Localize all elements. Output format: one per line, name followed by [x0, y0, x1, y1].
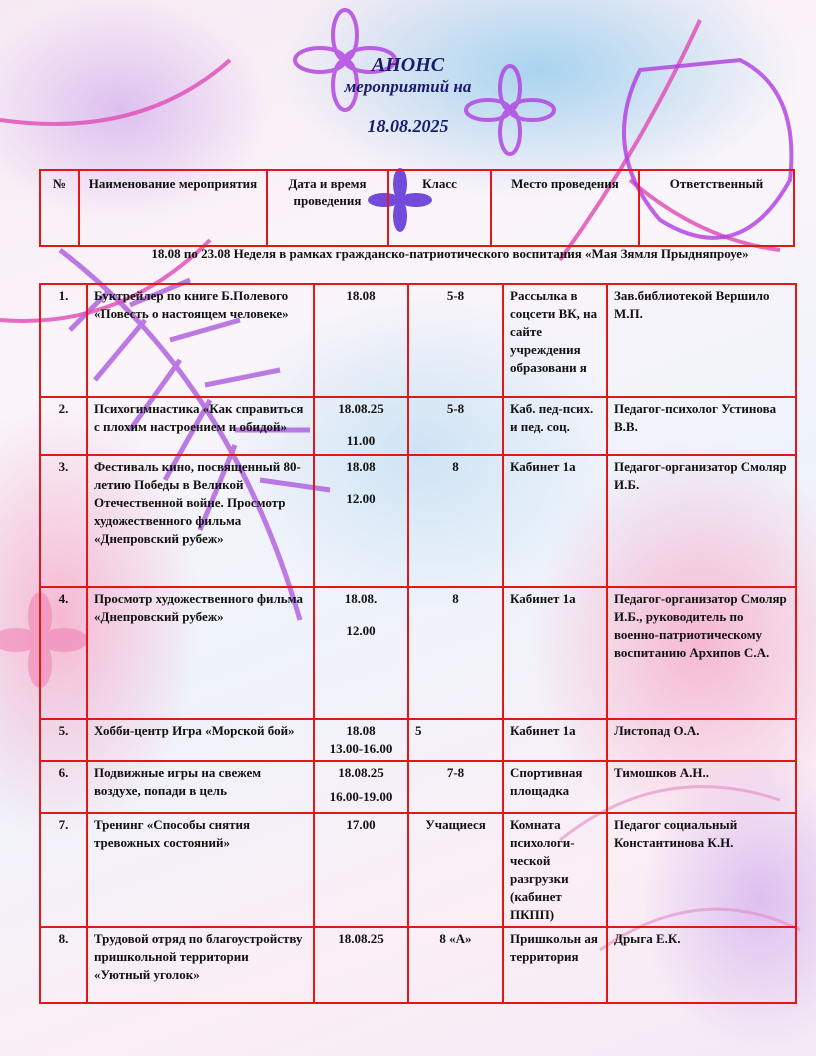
event-num: 5.: [40, 719, 87, 761]
event-name: Просмотр художественного фильма «Днепровский рубеж»: [87, 587, 314, 719]
events-table: [39, 283, 797, 1004]
table-row: [40, 455, 796, 587]
event-responsible: Зав.библиотекой Вершило М.П.: [607, 284, 796, 397]
title-announcement: АНОНС: [371, 54, 445, 76]
event-time: 16.00-19.00: [329, 789, 393, 804]
event-class: 7-8: [408, 761, 503, 813]
header-responsible: Ответственный: [639, 170, 794, 246]
event-place: Пришкольн ая территория: [503, 927, 607, 1003]
event-class: 8: [408, 587, 503, 719]
event-datetime: [314, 587, 408, 719]
event-place: Кабинет 1а: [503, 455, 607, 587]
event-place: Комната психологи-ческой разгрузки (кабинет ПКПП): [503, 813, 607, 927]
header-class: Класс: [388, 170, 491, 246]
table-row: [40, 587, 796, 719]
event-place: Спортивная площадка: [503, 761, 607, 813]
event-responsible: Педагог социальный Константинова К.Н.: [607, 813, 796, 927]
event-responsible: Дрыга Е.К.: [607, 927, 796, 1003]
event-class: 8 «А»: [408, 927, 503, 1003]
event-datetime: [314, 455, 408, 587]
event-time: 11.00: [346, 433, 376, 448]
event-place: Каб. пед-псих. и пед. соц.: [503, 397, 607, 455]
event-num: 4.: [40, 587, 87, 719]
table-row: [40, 927, 796, 1003]
title-date: 18.08.2025: [367, 116, 449, 136]
event-num: 2.: [40, 397, 87, 455]
event-class: 5-8: [408, 397, 503, 455]
event-name: Подвижные игры на свежем воздухе, попади в цель: [87, 761, 314, 813]
event-num: 1.: [40, 284, 87, 397]
event-datetime: [314, 397, 408, 455]
event-date: 18.08.: [344, 591, 378, 606]
event-class: 5: [408, 719, 503, 761]
event-time: 12.00: [346, 491, 376, 506]
table-row: [40, 761, 796, 813]
document-title: [0, 54, 816, 137]
event-datetime: [314, 719, 408, 761]
event-responsible: Педагог-организатор Смоляр И.Б., руководитель по военно-патриотическому воспитанию Архипов С.А.: [607, 587, 796, 719]
event-place: Кабинет 1а: [503, 719, 607, 761]
events-header-table: [39, 169, 795, 247]
event-name: Хобби-центр Игра «Морской бой»: [87, 719, 314, 761]
event-date: 18.08: [346, 288, 376, 303]
title-subtitle: мероприятий на: [344, 77, 472, 96]
header-datetime: Дата и время проведения: [267, 170, 388, 246]
event-time: 12.00: [346, 623, 376, 638]
event-name: Фестиваль кино, посвященный 80-летию Победы в Великой Отечественной войне. Просмотр художественного фильма «Днепровский рубеж»: [87, 455, 314, 587]
event-datetime: [314, 761, 408, 813]
header-place: Место проведения: [491, 170, 639, 246]
event-responsible: Листопад О.А.: [607, 719, 796, 761]
event-class: 8: [408, 455, 503, 587]
event-num: 3.: [40, 455, 87, 587]
event-datetime: [314, 284, 408, 397]
table-row: [40, 813, 796, 927]
section-note: 18.08 по 23.08 Неделя в рамках гражданско-патриотического воспитания «Мая Зямля Прыдняпроуе»: [151, 246, 749, 261]
event-date: 18.08.25: [338, 931, 384, 946]
event-place: Кабинет 1а: [503, 587, 607, 719]
event-name: Тренинг «Способы снятия тревожных состояний»: [87, 813, 314, 927]
header-num: №: [40, 170, 79, 246]
event-name: Психогимнастика «Как справиться с плохим настроением и обидой»: [87, 397, 314, 455]
event-datetime: [314, 813, 408, 927]
event-datetime: [314, 927, 408, 1003]
event-date: 18.08.25: [338, 401, 384, 416]
header-name: Наименование мероприятия: [79, 170, 267, 246]
event-date: 18.08.25: [338, 765, 384, 780]
event-date: 17.00: [346, 817, 376, 832]
table-row: [40, 284, 796, 397]
event-name: Буктрейлер по книге Б.Полевого «Повесть о настоящем человеке»: [87, 284, 314, 397]
table-header-row: [40, 170, 794, 246]
table-row: [40, 397, 796, 455]
event-num: 6.: [40, 761, 87, 813]
event-num: 7.: [40, 813, 87, 927]
event-time: 13.00-16.00: [329, 741, 393, 756]
event-class: Учащиеся: [408, 813, 503, 927]
event-name: Трудовой отряд по благоустройству пришкольной территории «Уютный уголок»: [87, 927, 314, 1003]
event-place: Рассылка в соцсети ВК, на сайте учреждения образовани я: [503, 284, 607, 397]
table-row: [40, 719, 796, 761]
event-date: 18.08: [346, 459, 376, 474]
event-responsible: Педагог-организатор Смоляр И.Б.: [607, 455, 796, 587]
event-responsible: Педагог-психолог Устинова В.В.: [607, 397, 796, 455]
event-class: 5-8: [408, 284, 503, 397]
event-num: 8.: [40, 927, 87, 1003]
event-date: 18.08: [346, 723, 376, 738]
event-responsible: Тимошков А.Н..: [607, 761, 796, 813]
